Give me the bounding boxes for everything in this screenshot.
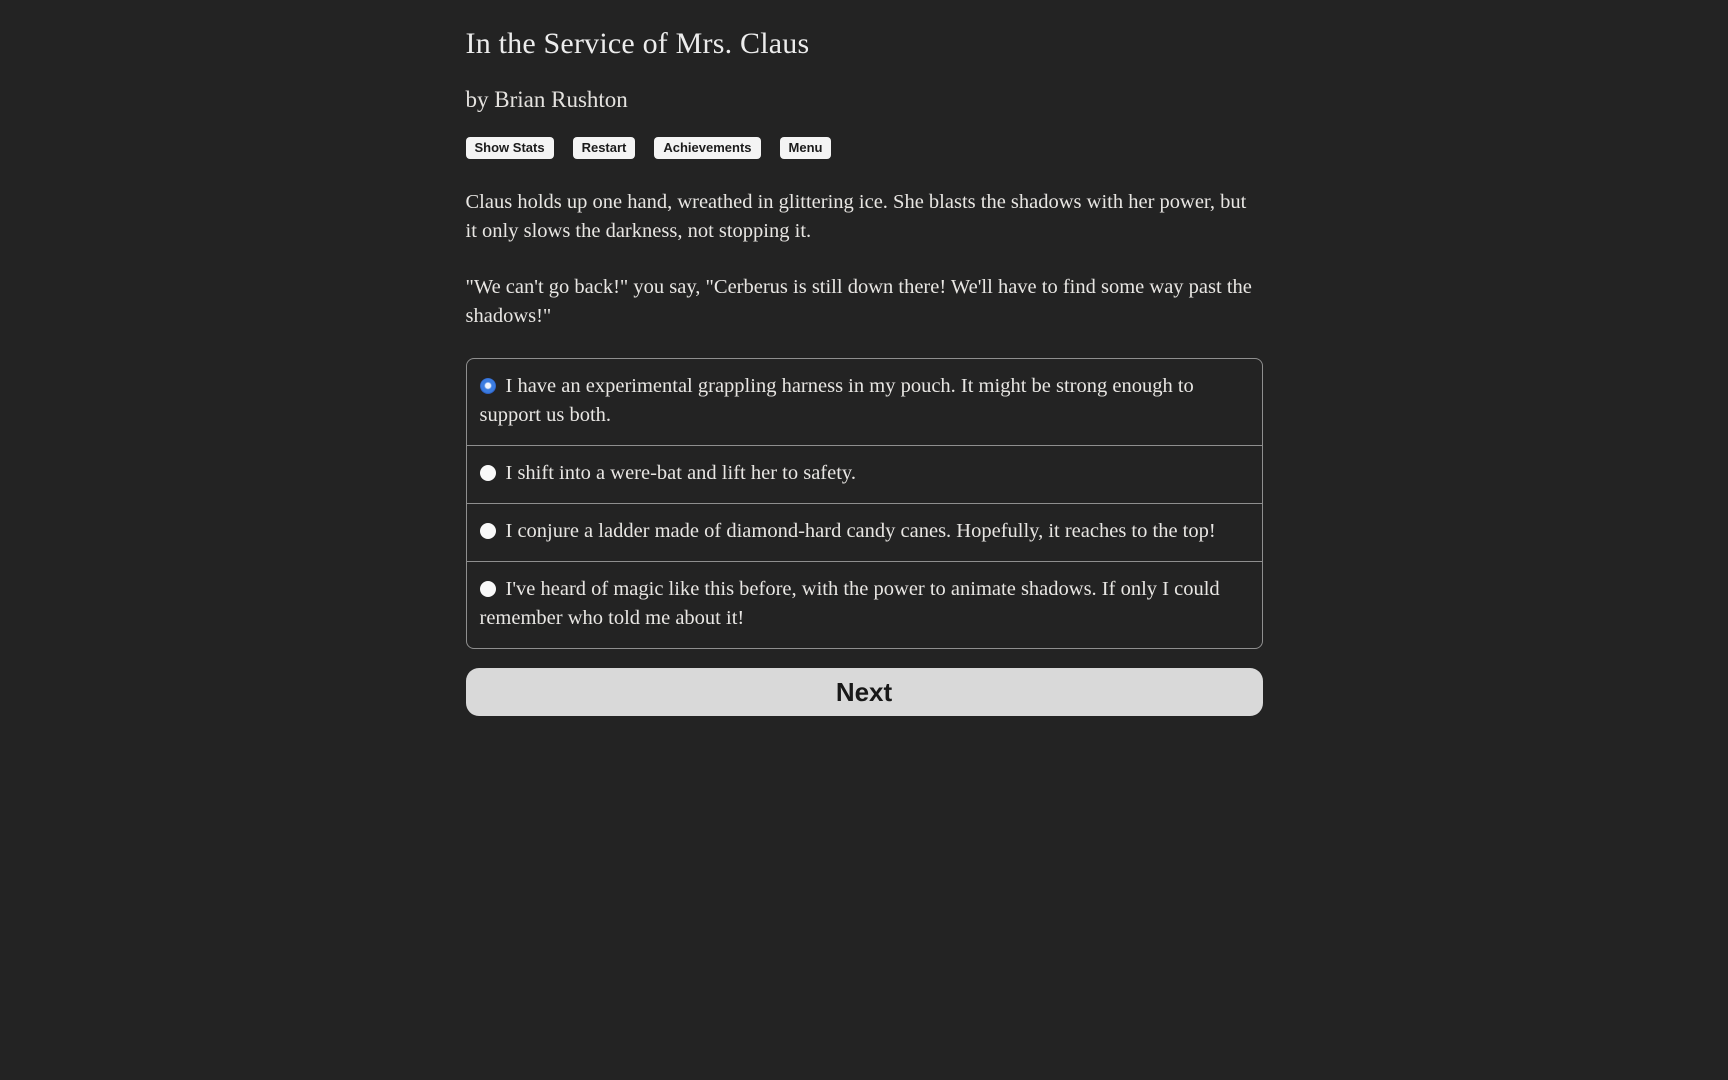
choice-radio-0[interactable]: [480, 378, 496, 394]
choice-label: I've heard of magic like this before, with the power to animate shadows. If only I could remember who told me about it!: [479, 578, 1220, 629]
author-byline: by Brian Rushton: [465, 87, 628, 112]
choice-radio-1[interactable]: [480, 465, 496, 481]
choice-option-3[interactable]: [467, 562, 1262, 648]
menu-button[interactable]: Menu: [780, 137, 832, 159]
choice-label: I have an experimental grappling harness in my pouch. It might be strong enough to support us both.: [479, 375, 1194, 426]
choice-radio-3[interactable]: [480, 581, 496, 597]
page-title: In the Service of Mrs. Claus: [465, 27, 810, 60]
choice-option-1[interactable]: [467, 446, 1262, 504]
next-button[interactable]: Next: [466, 668, 1263, 716]
restart-button[interactable]: Restart: [573, 137, 636, 159]
toolbar: [466, 137, 1263, 159]
story-paragraph-2: "We can't go back!" you say, "Cerberus is still down there! We'll have to find some way past the shadows!": [465, 276, 1252, 327]
show-stats-button[interactable]: Show Stats: [466, 137, 554, 159]
choice-label: I conjure a ladder made of diamond-hard candy canes. Hopefully, it reaches to the top!: [505, 520, 1216, 542]
story-text: [466, 188, 1263, 331]
achievements-button[interactable]: Achievements: [654, 137, 760, 159]
choice-option-0[interactable]: [467, 359, 1262, 446]
choice-group: [466, 358, 1263, 649]
choice-option-2[interactable]: [467, 504, 1262, 562]
choice-radio-2[interactable]: [480, 523, 496, 539]
game-page: [466, 0, 1263, 716]
choice-label: I shift into a were-bat and lift her to safety.: [505, 462, 856, 484]
story-paragraph-1: Claus holds up one hand, wreathed in glittering ice. She blasts the shadows with her power, but it only slows the darkness, not stopping it.: [465, 191, 1247, 242]
